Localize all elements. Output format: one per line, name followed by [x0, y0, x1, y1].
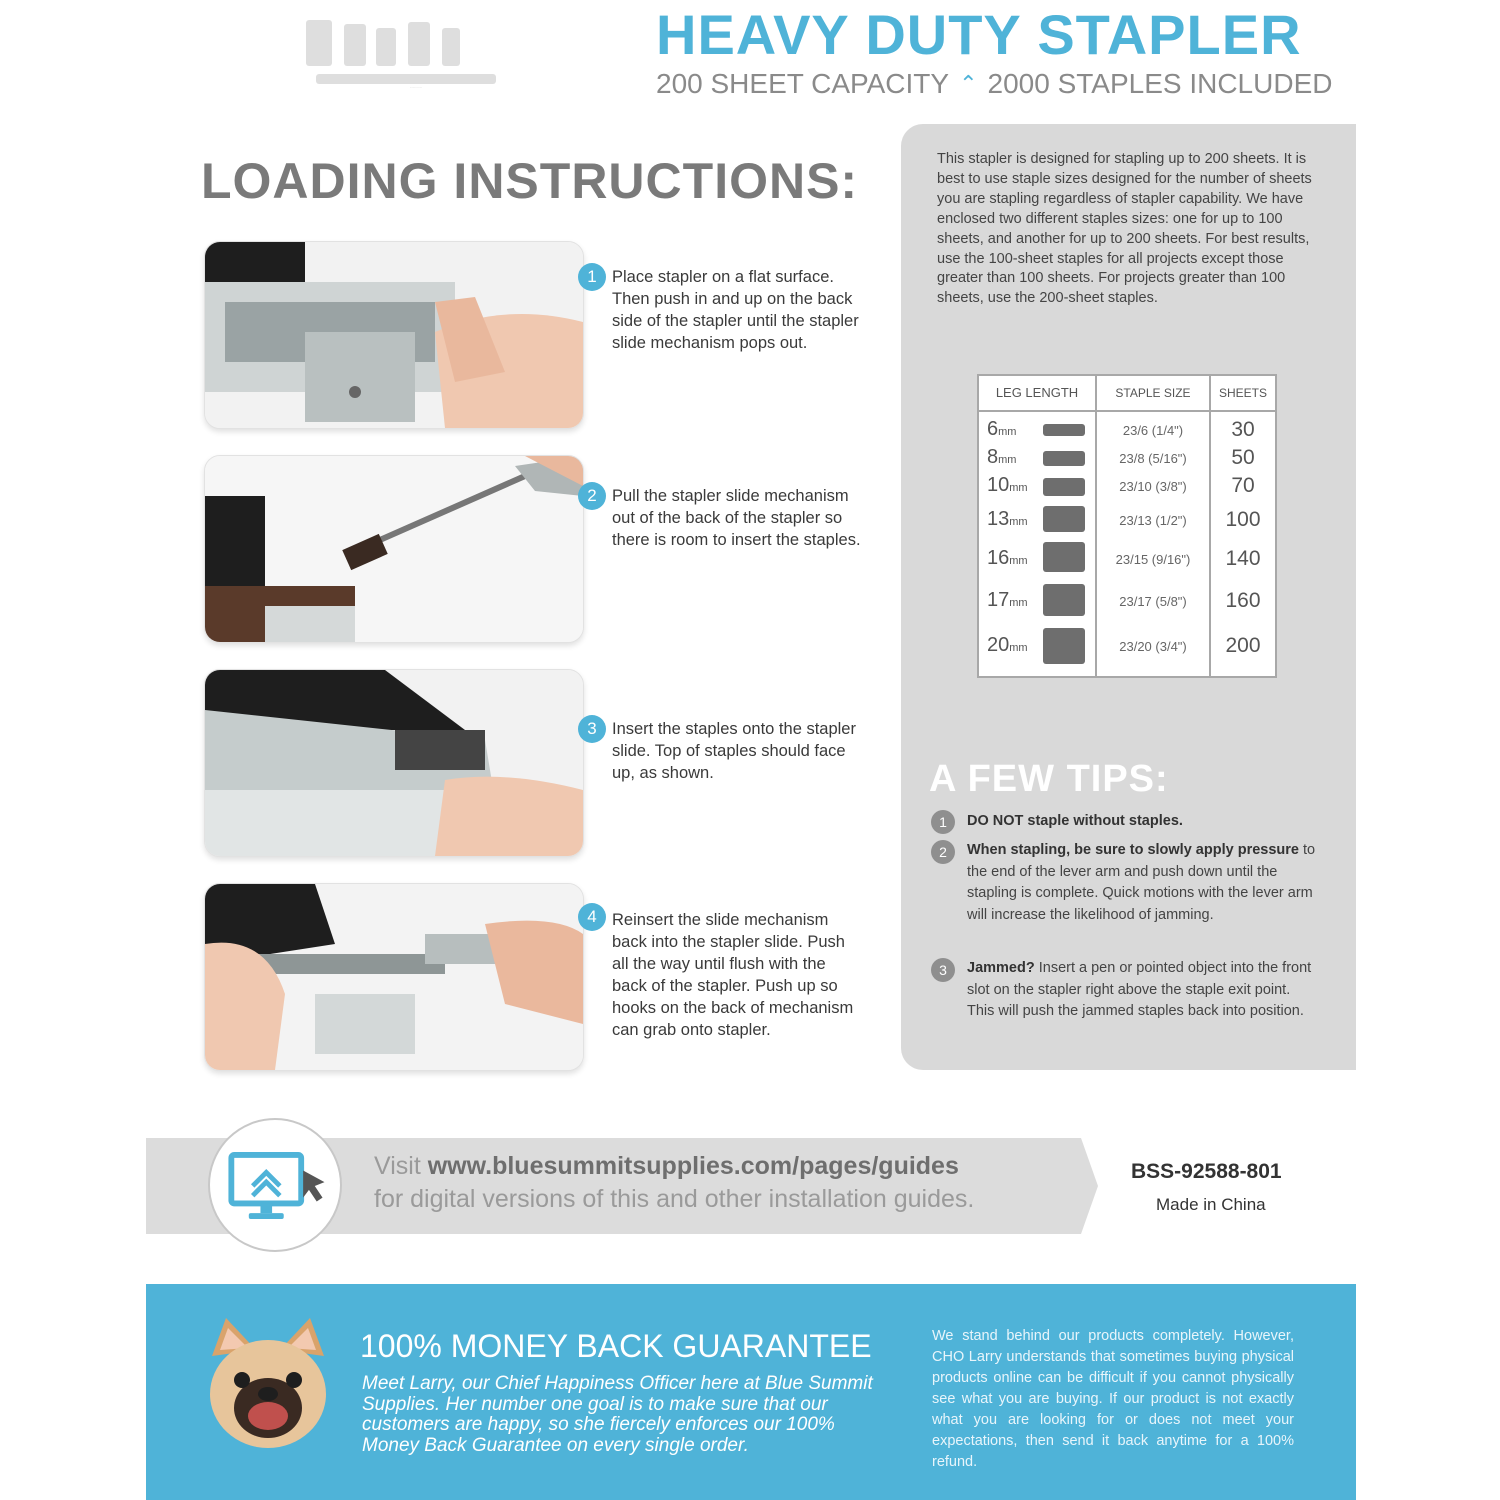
header-leg-length: LEG LENGTH [995, 385, 1079, 400]
brand-logo-faded [296, 8, 536, 98]
staple-icon [1043, 478, 1085, 496]
tip-2-number: 2 [931, 840, 955, 864]
table-row [979, 542, 1275, 574]
header-sheets: SHEETS [1218, 386, 1267, 400]
leg-length-value: 13 [987, 508, 1010, 530]
staple-size-cell: 23/6 (1/4") [1122, 423, 1184, 438]
step-2-text: Pull the stapler slide mechanism out of the back of the stapler so there is room to insert the staples. [612, 487, 861, 549]
table-row [979, 446, 1275, 470]
leg-length-unit: mm [998, 426, 1017, 438]
staple-size-cell: 23/17 (5/8") [1119, 594, 1187, 609]
step-2-number: 2 [578, 482, 606, 510]
sheets-cell: 70 [1231, 474, 1255, 497]
leg-length-value: 20 [987, 634, 1010, 656]
guarantee-title: 100% MONEY BACK GUARANTEE [360, 1328, 872, 1364]
staple-icon [1043, 424, 1085, 436]
leg-length-unit: mm [998, 454, 1017, 466]
staple-size-table [977, 374, 1277, 678]
leg-length-value: 8 [987, 446, 999, 468]
refund-policy-text: We stand behind our products completely. However, CHO Larry understands that sometimes buying physical products online can be difficult if you cannot physically see what you are buying. If our product is not exactly what you are looking for or does not meet your expectations, then send it back anytime for a 100% refund. [932, 1328, 1294, 1470]
guides-link[interactable]: www.bluesummitsupplies.com/pages/guides [427, 1152, 959, 1180]
logo-text: BLUE SUMMIT SUPPLIES [410, 88, 422, 89]
sheets-cell: 200 [1225, 634, 1261, 657]
leg-length-unit: mm [1009, 642, 1028, 654]
table-row [979, 474, 1275, 498]
dog-mascot-icon [198, 1316, 338, 1456]
leg-length-value: 17 [987, 589, 1010, 611]
made-in-label: Made in China [1156, 1195, 1266, 1214]
visit-label: Visit [374, 1152, 428, 1180]
table-row [979, 582, 1275, 618]
page-subtitle [656, 68, 1332, 100]
table-row [979, 418, 1275, 442]
staple-size-cell: 23/13 (1/2") [1119, 513, 1187, 528]
page-title: HEAVY DUTY STAPLER [656, 3, 1302, 66]
tip-2-text [967, 840, 1317, 926]
product-sku: BSS-92588-801 [1131, 1160, 1282, 1183]
step-4-number: 4 [578, 903, 606, 931]
leg-length-unit: mm [1009, 482, 1028, 494]
staple-icon [1043, 451, 1085, 466]
step-3-photo [204, 669, 584, 857]
loading-instructions-heading: LOADING INSTRUCTIONS: [201, 153, 859, 209]
sheets-cell: 140 [1225, 547, 1261, 570]
caret-up-icon: ⌃ [959, 71, 978, 96]
staple-size-cell: 23/8 (5/16") [1119, 451, 1187, 466]
tip-1-text [967, 811, 1317, 833]
leg-length-value: 16 [987, 547, 1010, 569]
leg-length-unit: mm [1009, 597, 1028, 609]
header-staple-size: STAPLE SIZE [1115, 386, 1191, 400]
tip-1-bold: DO NOT staple without staples. [967, 813, 1183, 829]
sheets-cell: 30 [1231, 418, 1255, 441]
tip-3-bold: Jammed? [967, 960, 1035, 976]
table-row [979, 506, 1275, 534]
instruction-sheet [146, 0, 1356, 1500]
sheets-cell: 160 [1225, 589, 1261, 612]
tip-3-number: 3 [931, 958, 955, 982]
monitor-cursor-icon [210, 1120, 340, 1250]
guides-description: for digital versions of this and other installation guides. [374, 1185, 975, 1213]
sheets-cell: 50 [1231, 446, 1255, 469]
tip-2-bold: When stapling, be sure to slowly apply pressure [967, 842, 1299, 858]
staple-icon [1043, 506, 1085, 532]
tips-heading: A FEW TIPS: [929, 758, 1169, 800]
larry-intro-text: Meet Larry, our Chief Happiness Officer here at Blue Summit Supplies. Her number one goal is to make sure that our customers are happy, so she fiercely enforces our 100% Money Back Guarantee on every single order. [362, 1373, 873, 1456]
staple-icon [1043, 584, 1085, 616]
step-2-photo [204, 455, 584, 643]
leg-length-unit: mm [1009, 555, 1028, 567]
staples-included: 2000 STAPLES INCLUDED [987, 68, 1333, 99]
table-row [979, 626, 1275, 666]
banner-icon-circle [208, 1118, 342, 1252]
leg-length-value: 6 [987, 418, 999, 440]
tip-2-rest: to the end of the lever arm and push down until the stapling is complete. Quick motions with the lever arm will increase the likelihood of jamming. [967, 842, 1316, 923]
leg-length-unit: mm [1009, 516, 1028, 528]
staple-size-cell: 23/20 (3/4") [1119, 639, 1187, 654]
step-4-text: Reinsert the slide mechanism back into the stapler slide. Push all the way until flush with the back of the stapler. Push up so hooks on the back of mechanism can grab onto stapler. [612, 911, 854, 1039]
guides-banner-text [374, 1150, 974, 1216]
step-3-number: 3 [578, 715, 606, 743]
step-1-number: 1 [578, 263, 606, 291]
staple-size-cell: 23/15 (9/16") [1115, 552, 1191, 567]
tip-3-text [967, 958, 1317, 1023]
sheets-cell: 100 [1225, 508, 1261, 531]
stapler-info-text: This stapler is designed for stapling up to 200 sheets. It is best to use staple sizes designed for the number of sheets you are stapling regardless of stapler capability. We have enclosed two different staples sizes: one for up to 100 sheets, and another for up to 200 sheets. For best results, use the 100-sheet staples for all projects except those greater than 100 sheets. For projects greater than 100 sheets, use the 200-sheet staples. [937, 151, 1312, 307]
step-1-text: Place stapler on a flat surface. Then push in and up on the back side of the stapler until the stapler slide mechanism pops out. [612, 268, 859, 352]
table-header-divider [979, 410, 1275, 412]
tip-3-rest: Insert a pen or pointed object into the front slot on the stapler right above the staple exit point. This will push the jammed staples back into position. [967, 960, 1312, 1019]
sheet-capacity: 200 SHEET CAPACITY [656, 68, 950, 99]
step-3-text: Insert the staples onto the stapler slide. Top of staples should face up, as shown. [612, 720, 856, 782]
tip-1-number: 1 [931, 810, 955, 834]
step-1-photo [204, 241, 584, 429]
staple-icon [1043, 628, 1085, 664]
leg-length-value: 10 [987, 474, 1010, 496]
info-panel [901, 124, 1356, 1070]
staple-icon [1043, 542, 1085, 572]
staple-size-cell: 23/10 (3/8") [1119, 479, 1187, 494]
guarantee-footer [146, 1284, 1356, 1500]
step-4-photo [204, 883, 584, 1071]
